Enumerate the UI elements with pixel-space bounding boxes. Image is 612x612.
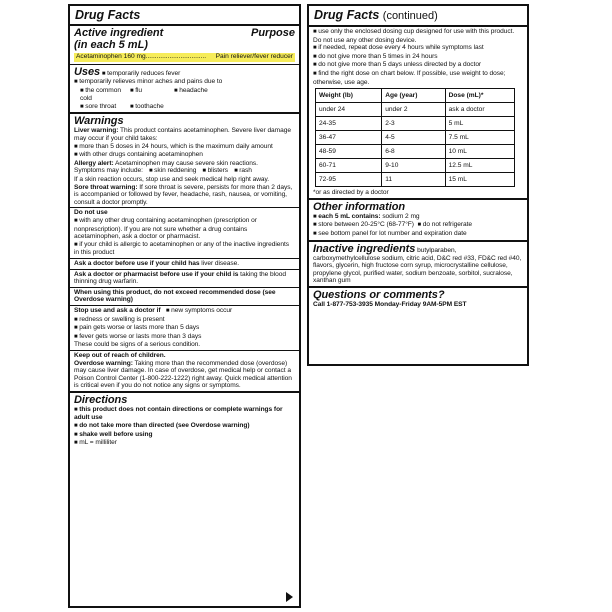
stop-use-section bbox=[74, 307, 295, 349]
table-row bbox=[316, 131, 515, 145]
ask-doctor-section bbox=[74, 260, 295, 268]
stop-use-item: ■ new symptoms occur bbox=[166, 307, 232, 314]
stop-use-note: These could be signs of a serious condition. bbox=[74, 341, 201, 349]
liver-warning-label: Liver warning: bbox=[74, 127, 119, 135]
overdose-label: Overdose warning: bbox=[74, 359, 133, 367]
other-information-heading: Other information bbox=[313, 200, 406, 213]
purpose-label: Purpose bbox=[250, 27, 295, 39]
drug-facts-continued-title bbox=[313, 6, 523, 24]
active-ingredient-amount-line: (in each 5 mL) bbox=[74, 39, 148, 51]
other-info-label: each 5 mL contains: bbox=[318, 212, 381, 220]
divider bbox=[309, 25, 527, 27]
keep-out-heading: Keep out of reach of children. bbox=[74, 351, 166, 359]
overdose-warning bbox=[74, 360, 295, 390]
liver-warning-item: ■ with other drugs containing acetaminophen bbox=[74, 151, 295, 160]
table-cell: 15 mL bbox=[445, 173, 514, 187]
divider bbox=[70, 350, 299, 351]
drug-facts-title: Drug Facts bbox=[75, 8, 141, 22]
table-cell: 36-47 bbox=[316, 131, 382, 145]
directions-item: ■ mL = milliliter bbox=[74, 439, 295, 448]
table-header-cell: Weight (lb) bbox=[316, 89, 382, 103]
table-header-cell: Dose (mL)* bbox=[445, 89, 514, 103]
symptoms-label: Symptoms may include: bbox=[74, 167, 143, 175]
questions-section bbox=[313, 289, 523, 309]
stop-use-item: ■ redness or swelling is present bbox=[74, 316, 295, 325]
divider bbox=[70, 112, 299, 114]
questions-phone: Call 1-877-753-3935 Monday-Friday 9AM-5PM EST bbox=[313, 300, 467, 308]
other-information-section bbox=[313, 201, 523, 239]
inactive-ingredients-section bbox=[313, 243, 523, 285]
table-cell: ask a doctor bbox=[445, 103, 514, 117]
warnings-section bbox=[74, 115, 295, 206]
liver-warning-item: ■ more than 5 doses in 24 hours, which is the maximum daily amount bbox=[74, 143, 295, 152]
other-info-item: ■ do not refrigerate bbox=[418, 221, 473, 228]
table-cell: 48-59 bbox=[316, 145, 382, 159]
uses-subitem: ■ headache bbox=[174, 87, 244, 103]
table-cell: under 2 bbox=[382, 103, 445, 117]
sore-throat-warning bbox=[74, 184, 295, 207]
divider bbox=[309, 240, 527, 242]
uses-subitem: ■ toothache bbox=[130, 103, 172, 112]
allergy-followup: If a skin reaction occurs, stop use and seek medical help right away. bbox=[74, 176, 270, 184]
directions-item: ■ this product does not contain directions or complete warnings for adult use bbox=[74, 406, 295, 422]
active-ingredient-name: Acetaminophen 160 mg................................. bbox=[76, 53, 207, 60]
table-footnote: *or as directed by a doctor bbox=[313, 189, 389, 197]
other-info-storage-row bbox=[313, 221, 523, 230]
table-header-row bbox=[316, 89, 515, 103]
divider bbox=[70, 305, 299, 306]
table-cell: 7.5 mL bbox=[445, 131, 514, 145]
divider bbox=[70, 207, 299, 208]
divider bbox=[309, 198, 527, 200]
uses-subitem: ■ flu bbox=[130, 87, 172, 103]
do-not-use-heading: Do not use bbox=[74, 209, 108, 217]
table-cell: 24-35 bbox=[316, 117, 382, 131]
table-cell: 2-3 bbox=[382, 117, 445, 131]
active-ingredient-row bbox=[74, 53, 295, 62]
divider bbox=[309, 286, 527, 288]
uses-subitem: ■ the common cold bbox=[80, 87, 128, 103]
divider bbox=[70, 287, 299, 288]
active-ingredient-label bbox=[74, 27, 163, 51]
uses-item: ■ temporarily relieves minor aches and pains due to bbox=[74, 78, 295, 87]
symptom-item: ■ blisters bbox=[202, 167, 228, 176]
allergy-alert-label: Allergy alert: bbox=[74, 159, 114, 167]
directions-item: ■ shake well before using bbox=[74, 431, 295, 440]
table-cell: 6-8 bbox=[382, 145, 445, 159]
do-not-use-item: ■ with any other drug containing acetaminophen (prescription or nonprescription). If you are not sure whether a drug contains acetaminophen, ask a doctor or pharmacist. bbox=[74, 217, 295, 241]
ask-pharmacist-text: taking the blood thinning drug warfarin. bbox=[74, 270, 286, 286]
directions-heading: Directions bbox=[74, 393, 128, 406]
continue-arrow-icon bbox=[286, 592, 293, 602]
table-cell: 72-95 bbox=[316, 173, 382, 187]
stop-use-item: ■ fever gets worse or lasts more than 3 days bbox=[74, 333, 295, 342]
table-row bbox=[316, 145, 515, 159]
drug-facts-left-panel bbox=[68, 4, 301, 608]
drug-facts-right-panel bbox=[307, 4, 529, 366]
symptom-item: ■ skin reddening bbox=[149, 167, 196, 176]
divider bbox=[70, 64, 299, 65]
table-cell: under 24 bbox=[316, 103, 382, 117]
directions-continued bbox=[313, 28, 523, 86]
uses-sublist bbox=[74, 87, 295, 112]
table-cell: 10 mL bbox=[445, 145, 514, 159]
ask-doctor-label: Ask a doctor before use if your child has bbox=[74, 259, 200, 267]
divider bbox=[70, 269, 299, 270]
table-cell: 11 bbox=[382, 173, 445, 187]
keep-out-section bbox=[74, 352, 295, 390]
directions-item: ■ do not take more than directed (see Overdose warning) bbox=[74, 422, 295, 431]
do-not-use-section bbox=[74, 209, 295, 257]
table-cell: 12.5 mL bbox=[445, 159, 514, 173]
symptom-item: ■ rash bbox=[234, 167, 252, 176]
directions-item: ■ use only the enclosed dosing cup designed for use with this product. Do not use any other dosing device. bbox=[313, 28, 523, 44]
active-ingredient-line: Active ingredient bbox=[74, 27, 164, 39]
table-cell: 5 mL bbox=[445, 117, 514, 131]
liver-warning-text: This product contains acetaminophen. Severe liver damage may occur if your child takes: bbox=[74, 127, 291, 143]
inactive-ingredients-heading: Inactive ingredients bbox=[313, 242, 416, 255]
ask-pharmacist-label: Ask a doctor or pharmacist before use if your child is bbox=[74, 270, 239, 278]
directions-item: ■ find the right dose on chart below. If possible, use weight to dose; otherwise, use age. bbox=[313, 70, 523, 86]
drug-facts-title: Drug Facts bbox=[314, 8, 380, 22]
table-row bbox=[316, 159, 515, 173]
warnings-heading: Warnings bbox=[74, 115, 124, 128]
questions-heading: Questions or comments? bbox=[313, 288, 445, 301]
active-ingredient-purpose: Pain reliever/fever reducer bbox=[215, 53, 293, 60]
other-info-item: ■ store between 20-25°C (68-77°F) bbox=[313, 221, 414, 228]
uses-heading: Uses bbox=[74, 65, 101, 78]
uses-section bbox=[74, 66, 295, 112]
other-info-item: ■ see bottom panel for lot number and expiration date bbox=[313, 230, 523, 239]
stop-use-item: ■ pain gets worse or lasts more than 5 days bbox=[74, 324, 295, 333]
stop-use-header bbox=[74, 307, 295, 316]
stop-use-label: Stop use and ask a doctor if bbox=[74, 306, 161, 314]
directions-item: ■ do not give more than 5 times in 24 hours bbox=[313, 53, 523, 62]
directions-item: ■ do not give more than 5 days unless directed by a doctor bbox=[313, 61, 523, 70]
table-header-cell: Age (year) bbox=[382, 89, 445, 103]
dosing-table bbox=[315, 88, 515, 187]
divider bbox=[70, 24, 299, 26]
liver-warning bbox=[74, 127, 295, 142]
divider bbox=[70, 258, 299, 259]
inactive-ingredients-text: butylparaben, carboxymethylcellulose sodium, citric acid, D&C red #33, FD&C red #40, flavors, glycerin, high fructose corn syrup, microcrystalline cellulose, propylene glycol, purified water, sodium benzoate, sorbitol, sucralose, xanthan gum bbox=[313, 246, 522, 285]
other-info-text: sodium 2 mg bbox=[380, 212, 420, 220]
directions-item: ■ if needed, repeat dose every 4 hours while symptoms last bbox=[313, 44, 523, 53]
active-ingredient-header bbox=[74, 27, 295, 51]
divider bbox=[70, 391, 299, 393]
continued-label: (continued) bbox=[382, 10, 438, 22]
table-cell: 60-71 bbox=[316, 159, 382, 173]
table-row bbox=[316, 117, 515, 131]
ask-pharmacist-section bbox=[74, 271, 295, 286]
allergy-alert bbox=[74, 160, 295, 168]
uses-subitem: ■ sore throat bbox=[80, 103, 128, 112]
sore-throat-label: Sore throat warning: bbox=[74, 183, 138, 191]
allergy-alert-text: Acetaminophen may cause severe skin reactions. bbox=[113, 159, 258, 167]
when-using-section: When using this product, do not exceed recommended dose (see Overdose warning) bbox=[74, 288, 276, 304]
table-row bbox=[316, 103, 515, 117]
uses-item: ■ temporarily reduces fever bbox=[102, 70, 180, 77]
sore-throat-text: If sore throat is severe, persists for more than 2 days, is accompanied or followed by fever, headache, rash, nausea, or vomiting, consult a doctor promptly. bbox=[74, 183, 293, 206]
table-row bbox=[316, 173, 515, 187]
table-cell: 9-10 bbox=[382, 159, 445, 173]
table-cell: 4-5 bbox=[382, 131, 445, 145]
symptoms-row bbox=[74, 167, 295, 176]
ask-doctor-text: liver disease. bbox=[199, 259, 240, 267]
directions-section bbox=[74, 394, 295, 448]
do-not-use-item: ■ if your child is allergic to acetaminophen or any of the inactive ingredients in this product bbox=[74, 241, 295, 257]
overdose-text: Taking more than the recommended dose (overdose) may cause liver damage. In case of overdose, get medical help or contact a Poison Control Center (1-800-222-1222) right away. Quick medical attention is critical even if you do not notice any signs or symptoms. bbox=[74, 359, 292, 390]
